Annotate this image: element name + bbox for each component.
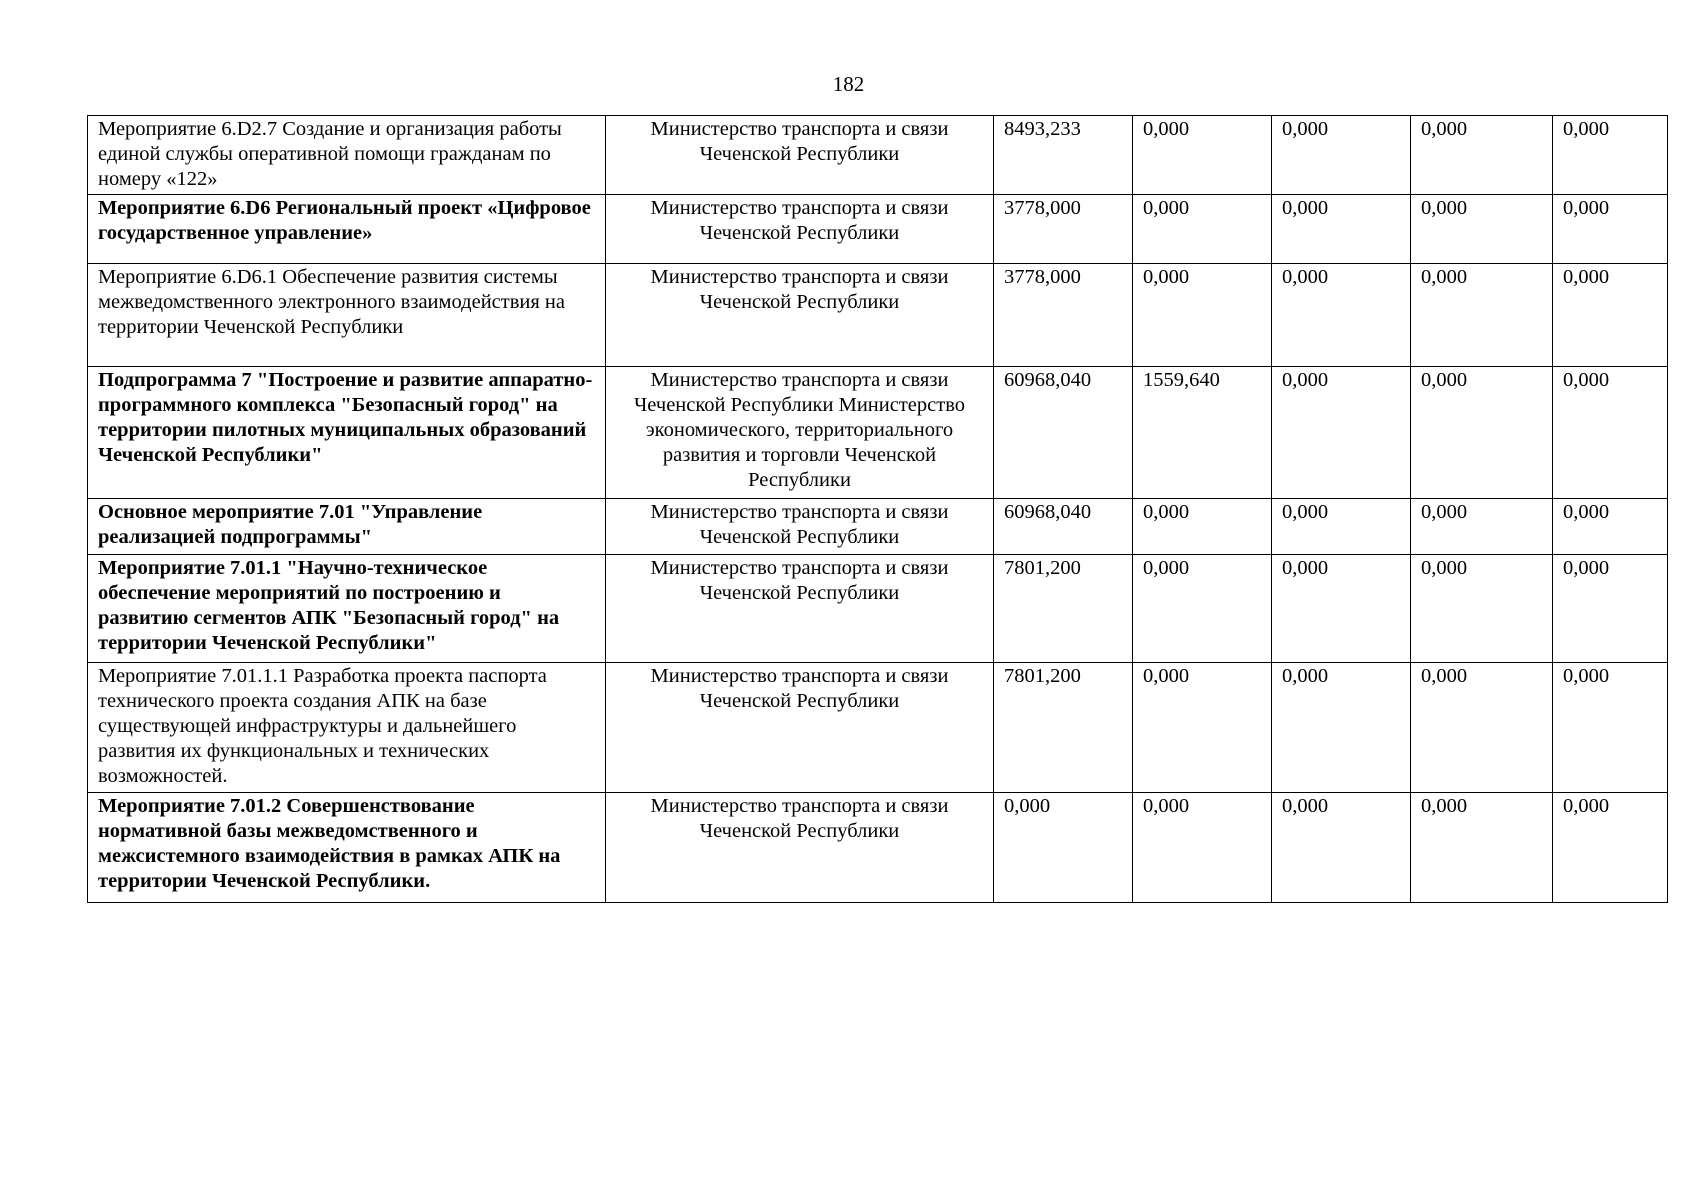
table-row bbox=[88, 264, 1668, 367]
value-cell: 0,000 bbox=[1411, 793, 1553, 903]
value-cell: 0,000 bbox=[1553, 793, 1668, 903]
value-cell: 0,000 bbox=[1411, 116, 1553, 195]
value-cell: 3778,000 bbox=[994, 264, 1133, 367]
value-cell: 0,000 bbox=[1272, 555, 1411, 663]
responsible-org-cell: Министерство транспорта и связи Чеченской Республики bbox=[606, 499, 994, 555]
value-cell: 8493,233 bbox=[994, 116, 1133, 195]
value-cell: 0,000 bbox=[1272, 116, 1411, 195]
table-row bbox=[88, 499, 1668, 555]
value-cell: 0,000 bbox=[1272, 499, 1411, 555]
activity-name-cell: Основное мероприятие 7.01 "Управление реализацией подпрограммы" bbox=[88, 499, 606, 555]
activity-name-cell: Мероприятие 6.D6 Региональный проект «Цифровое государственное управление» bbox=[88, 195, 606, 264]
value-cell: 0,000 bbox=[1133, 116, 1272, 195]
value-cell: 0,000 bbox=[1272, 195, 1411, 264]
table-row bbox=[88, 195, 1668, 264]
value-cell: 0,000 bbox=[1272, 264, 1411, 367]
value-cell: 7801,200 bbox=[994, 555, 1133, 663]
value-cell: 0,000 bbox=[994, 793, 1133, 903]
value-cell: 0,000 bbox=[1133, 195, 1272, 264]
responsible-org-cell: Министерство транспорта и связи Чеченской Республики bbox=[606, 195, 994, 264]
value-cell: 0,000 bbox=[1272, 663, 1411, 793]
responsible-org-cell: Министерство транспорта и связи Чеченской Республики bbox=[606, 663, 994, 793]
value-cell: 0,000 bbox=[1133, 793, 1272, 903]
activity-name-cell: Мероприятие 6.D6.1 Обеспечение развития системы межведомственного электронного взаимодействия на территории Чеченской Республики bbox=[88, 264, 606, 367]
responsible-org-cell: Министерство транспорта и связи Чеченской Республики bbox=[606, 793, 994, 903]
table-row bbox=[88, 555, 1668, 663]
value-cell: 0,000 bbox=[1411, 367, 1553, 499]
activity-name-cell: Мероприятие 7.01.2 Совершенствование нормативной базы межведомственного и межсистемного взаимодействия в рамках АПК на территории Чеченской Республики. bbox=[88, 793, 606, 903]
value-cell: 0,000 bbox=[1133, 499, 1272, 555]
responsible-org-cell: Министерство транспорта и связи Чеченской Республики bbox=[606, 555, 994, 663]
responsible-org-cell: Министерство транспорта и связи Чеченской Республики Министерство экономического, территориального развития и торговли Чеченской Республики bbox=[606, 367, 994, 499]
page-number: 182 bbox=[832, 72, 865, 96]
activity-name-cell: Мероприятие 6.D2.7 Создание и организация работы единой службы оперативной помощи гражданам по номеру «122» bbox=[88, 116, 606, 195]
value-cell: 0,000 bbox=[1553, 195, 1668, 264]
value-cell: 0,000 bbox=[1411, 195, 1553, 264]
value-cell: 0,000 bbox=[1553, 499, 1668, 555]
activity-name-cell: Мероприятие 7.01.1 "Научно-техническое обеспечение мероприятий по построению и развитию сегментов АПК "Безопасный город" на территории Чеченской Республики" bbox=[88, 555, 606, 663]
value-cell: 3778,000 bbox=[994, 195, 1133, 264]
table-row bbox=[88, 793, 1668, 903]
value-cell: 0,000 bbox=[1553, 663, 1668, 793]
value-cell: 0,000 bbox=[1133, 264, 1272, 367]
table-row bbox=[88, 367, 1668, 499]
value-cell: 0,000 bbox=[1553, 116, 1668, 195]
value-cell: 0,000 bbox=[1553, 264, 1668, 367]
value-cell: 0,000 bbox=[1272, 367, 1411, 499]
value-cell: 0,000 bbox=[1272, 793, 1411, 903]
value-cell: 0,000 bbox=[1411, 499, 1553, 555]
responsible-org-cell: Министерство транспорта и связи Чеченской Республики bbox=[606, 264, 994, 367]
program-table bbox=[87, 115, 1668, 903]
value-cell: 0,000 bbox=[1133, 663, 1272, 793]
value-cell: 7801,200 bbox=[994, 663, 1133, 793]
value-cell: 60968,040 bbox=[994, 499, 1133, 555]
table-row bbox=[88, 116, 1668, 195]
value-cell: 0,000 bbox=[1411, 663, 1553, 793]
value-cell: 0,000 bbox=[1411, 555, 1553, 663]
table-body bbox=[88, 116, 1668, 903]
responsible-org-cell: Министерство транспорта и связи Чеченской Республики bbox=[606, 116, 994, 195]
value-cell: 0,000 bbox=[1553, 555, 1668, 663]
activity-name-cell: Подпрограмма 7 "Построение и развитие аппаратно-программного комплекса "Безопасный город" на территории пилотных муниципальных образований Чеченской Республики" bbox=[88, 367, 606, 499]
value-cell: 1559,640 bbox=[1133, 367, 1272, 499]
value-cell: 0,000 bbox=[1133, 555, 1272, 663]
value-cell: 0,000 bbox=[1553, 367, 1668, 499]
table-row bbox=[88, 663, 1668, 793]
activity-name-cell: Мероприятие 7.01.1.1 Разработка проекта паспорта технического проекта создания АПК на базе существующей инфраструктуры и дальнейшего развития их функциональных и технических возможностей. bbox=[88, 663, 606, 793]
value-cell: 0,000 bbox=[1411, 264, 1553, 367]
value-cell: 60968,040 bbox=[994, 367, 1133, 499]
